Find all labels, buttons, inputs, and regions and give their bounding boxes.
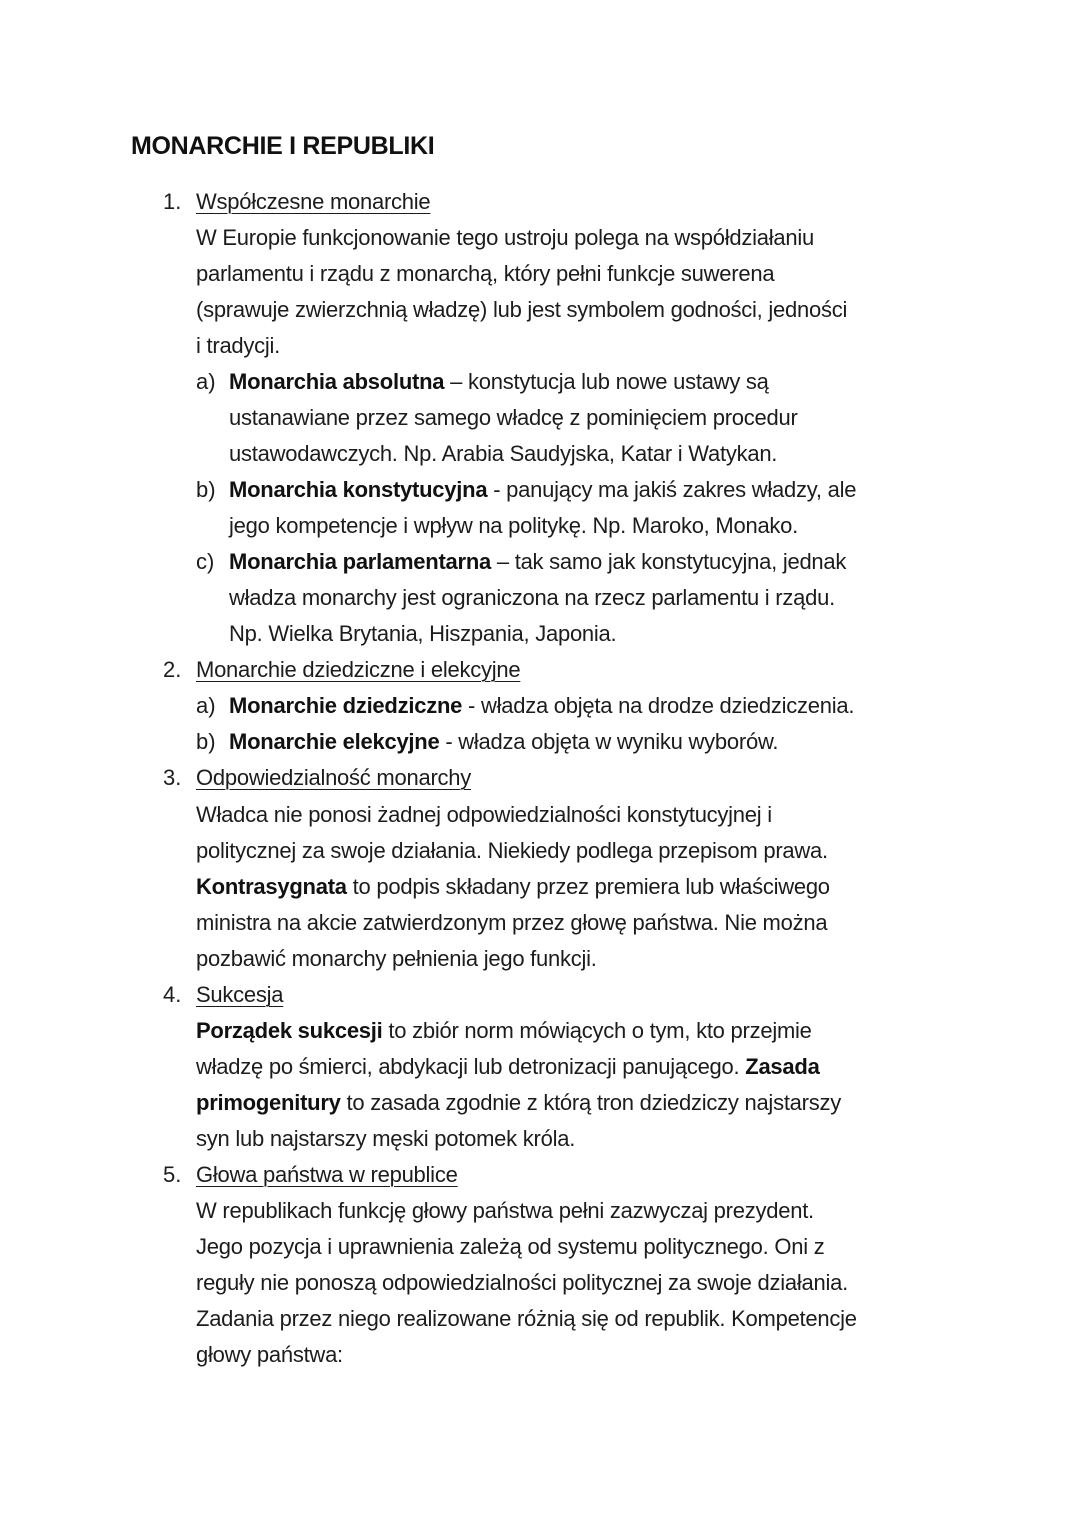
list-item-line: Np. Wielka Brytania, Hiszpania, Japonia. [229,621,617,646]
paragraph-line: Kontrasygnata to podpis składany przez premiera lub właściwego [196,874,830,899]
paragraph-line: Porządek sukcesji to zbiór norm mówiących o tym, kto przejmie [196,1018,812,1043]
item-marker: a) [196,693,216,718]
paragraph-line: W republikach funkcję głowy państwa pełni zazwyczaj prezydent. [196,1198,814,1223]
item-marker: a) [196,369,216,394]
list-item-line: Monarchia konstytucyjna - panujący ma jakiś zakres władzy, ale [229,477,857,502]
list-item-line: jego kompetencje i wpływ na politykę. Np. Maroko, Monako. [229,513,799,538]
paragraph-line: Zadania przez niego realizowane różnią się od republik. Kompetencje [196,1306,857,1331]
paragraph-line: primogenitury to zasada zgodnie z którą tron dziedziczy najstarszy [196,1090,841,1115]
section-heading: Odpowiedzialność monarchy [196,765,472,790]
term: primogenitury [196,1090,341,1115]
section-heading: Monarchie dziedziczne i elekcyjne [196,657,521,682]
paragraph-line: Władca nie ponosi żadnej odpowiedzialności konstytucyjnej i [196,802,772,827]
term: Porządek sukcesji [196,1018,383,1043]
section-number: 4. [163,982,182,1007]
paragraph-line: pozbawić monarchy pełnienia jego funkcji. [196,946,597,971]
item-marker: b) [196,729,216,754]
item-marker: c) [196,549,215,574]
paragraph-line: (sprawuje zwierzchnią władzę) lub jest symbolem godności, jedności [196,297,848,322]
term: Monarchia konstytucyjna [229,477,488,502]
term: Monarchie elekcyjne [229,729,440,754]
list-item-line: władza monarchy jest ograniczona na rzecz parlamentu i rządu. [229,585,835,610]
document-title: MONARCHIE I REPUBLIKI [131,132,435,160]
term: Zasada [745,1054,820,1079]
term: Kontrasygnata [196,874,347,899]
section-heading: Sukcesja [196,982,284,1007]
paragraph-line: syn lub najstarszy męski potomek króla. [196,1126,576,1151]
list-item-line: Monarchia absolutna – konstytucja lub nowe ustawy są [229,369,769,394]
section-number: 2. [163,657,182,682]
paragraph-line: parlamentu i rządu z monarchą, który pełni funkcje suwerena [196,261,775,286]
section-heading: Współczesne monarchie [196,189,431,214]
list-item-line: Monarchie dziedziczne - władza objęta na drodze dziedziczenia. [229,693,855,718]
section-heading: Głowa państwa w republice [196,1162,458,1187]
term: Monarchia absolutna [229,369,445,394]
section-number: 3. [163,765,182,790]
paragraph-line: politycznej za swoje działania. Niekiedy podlega przepisom prawa. [196,838,828,863]
list-item-line: ustanawiane przez samego władcę z pominięciem procedur [229,405,798,430]
paragraph-line: ministra na akcie zatwierdzonym przez głowę państwa. Nie można [196,910,828,935]
section-number: 5. [163,1162,182,1187]
list-item-line: ustawodawczych. Np. Arabia Saudyjska, Katar i Watykan. [229,441,778,466]
term: Monarchia parlamentarna [229,549,491,574]
term: Monarchie dziedziczne [229,693,463,718]
paragraph-line: władzę po śmierci, abdykacji lub detronizacji panującego. Zasada [196,1054,820,1079]
paragraph-line: głowy państwa: [196,1342,343,1367]
paragraph-line: i tradycji. [196,333,281,358]
paragraph-line: Jego pozycja i uprawnienia zależą od systemu politycznego. Oni z [196,1234,825,1259]
item-marker: b) [196,477,216,502]
list-item-line: Monarchia parlamentarna – tak samo jak konstytucyjna, jednak [229,549,847,574]
list-item-line: Monarchie elekcyjne - władza objęta w wyniku wyborów. [229,729,779,754]
paragraph-line: reguły nie ponoszą odpowiedzialności politycznej za swoje działania. [196,1270,848,1295]
section-number: 1. [163,189,182,214]
paragraph-line: W Europie funkcjonowanie tego ustroju polega na współdziałaniu [196,225,815,250]
